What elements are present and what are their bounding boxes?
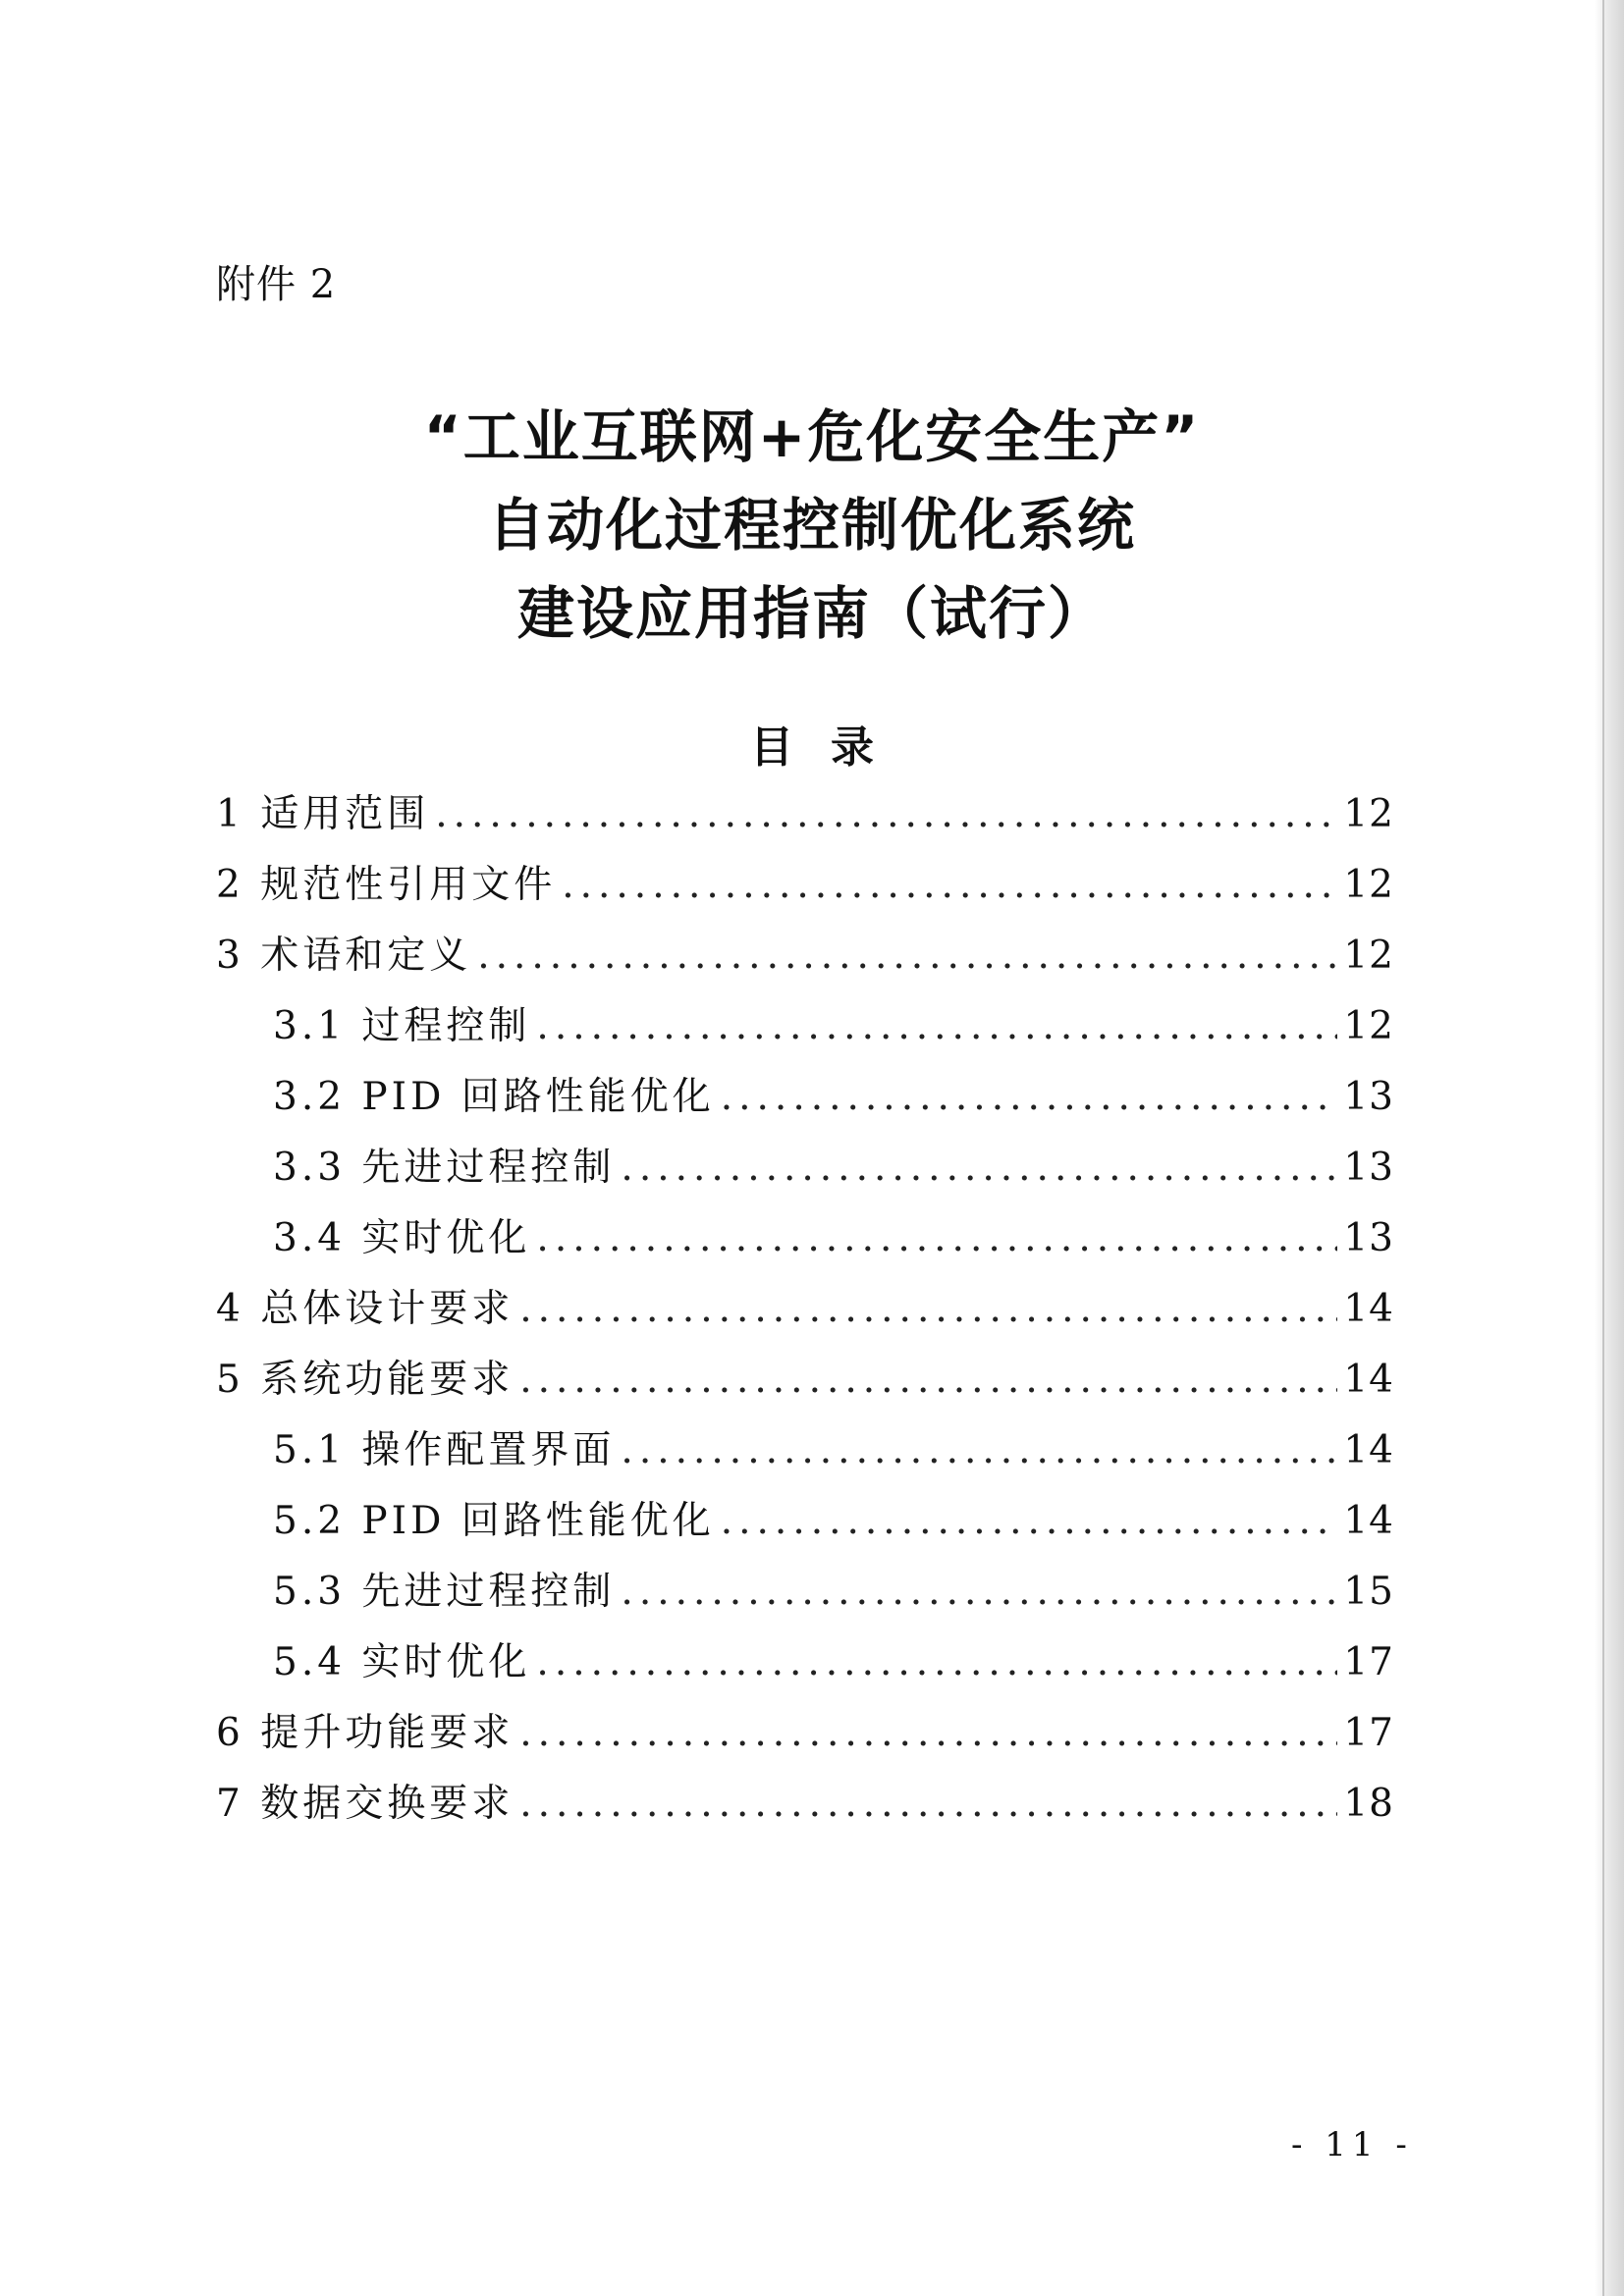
toc-dot-leader: [562, 863, 1337, 907]
scan-edge-line: [1602, 0, 1604, 2296]
document-title: [0, 393, 1624, 658]
toc-entry-5-1[interactable]: [216, 1419, 1394, 1490]
toc-entry-page: 12: [1343, 1004, 1394, 1048]
toc-entry-3-1[interactable]: [216, 995, 1394, 1066]
toc-dot-leader: [519, 1287, 1337, 1331]
toc-entry-page: 13: [1343, 1075, 1394, 1119]
toc-entry-label: 3.3 先进过程控制: [273, 1146, 616, 1190]
toc-entry-1[interactable]: [216, 783, 1394, 854]
toc-entry-3-3[interactable]: [216, 1137, 1394, 1207]
toc-dot-leader: [621, 1428, 1337, 1472]
toc-entry-label: 4 总体设计要求: [216, 1287, 514, 1331]
toc-entry-page: 17: [1343, 1711, 1394, 1755]
toc-entry-2[interactable]: [216, 854, 1394, 925]
toc-entry-page: 12: [1343, 792, 1394, 836]
table-of-contents: [216, 783, 1394, 1843]
toc-dot-leader: [435, 792, 1337, 836]
toc-entry-4[interactable]: [216, 1278, 1394, 1349]
toc-entry-label: 5.4 实时优化: [273, 1640, 531, 1684]
toc-entry-page: 13: [1343, 1146, 1394, 1190]
toc-dot-leader: [721, 1075, 1338, 1119]
toc-dot-leader: [519, 1711, 1337, 1755]
toc-entry-page: 14: [1343, 1287, 1394, 1331]
toc-entry-3-2[interactable]: [216, 1066, 1394, 1137]
attachment-label: 附件 2: [216, 262, 337, 307]
toc-entry-page: 17: [1343, 1640, 1394, 1684]
toc-entry-page: 14: [1343, 1499, 1394, 1543]
toc-dot-leader: [621, 1570, 1337, 1614]
toc-entry-label: 5 系统功能要求: [216, 1358, 514, 1402]
toc-entry-page: 15: [1343, 1570, 1394, 1614]
scan-edge-shadow: [1595, 0, 1624, 2296]
toc-entry-label: 3 术语和定义: [216, 934, 472, 978]
toc-entry-5-3[interactable]: [216, 1561, 1394, 1631]
toc-dot-leader: [519, 1782, 1337, 1826]
toc-entry-page: 18: [1343, 1782, 1394, 1826]
toc-dot-leader: [621, 1146, 1337, 1190]
toc-entry-label: 7 数据交换要求: [216, 1782, 514, 1826]
title-line-1: “工业互联网+危化安全生产”: [423, 403, 1201, 470]
toc-entry-page: 13: [1343, 1216, 1394, 1260]
toc-heading: 目录: [750, 722, 911, 773]
toc-entry-3-4[interactable]: [216, 1207, 1394, 1278]
toc-entry-label: 5.1 操作配置界面: [273, 1428, 616, 1472]
toc-entry-7[interactable]: [216, 1773, 1394, 1843]
toc-entry-label: 3.4 实时优化: [273, 1216, 531, 1260]
toc-entry-page: 12: [1343, 934, 1394, 978]
toc-entry-page: 14: [1343, 1358, 1394, 1402]
toc-entry-label: 5.3 先进过程控制: [273, 1570, 616, 1614]
toc-entry-page: 14: [1343, 1428, 1394, 1472]
toc-entry-6[interactable]: [216, 1702, 1394, 1773]
title-line-3: 建设应用指南（试行）: [516, 580, 1107, 647]
toc-dot-leader: [536, 1640, 1337, 1684]
toc-entry-label: 1 适用范围: [216, 792, 430, 836]
toc-entry-5[interactable]: [216, 1349, 1394, 1419]
toc-entry-label: 2 规范性引用文件: [216, 863, 557, 907]
toc-dot-leader: [477, 934, 1337, 978]
toc-entry-label: 3.1 过程控制: [273, 1004, 531, 1048]
toc-entry-page: 12: [1343, 863, 1394, 907]
toc-entry-5-2[interactable]: [216, 1490, 1394, 1561]
toc-entry-label: 6 提升功能要求: [216, 1711, 514, 1755]
toc-entry-3[interactable]: [216, 925, 1394, 995]
toc-entry-label: 3.2 PID 回路性能优化: [273, 1075, 715, 1119]
toc-dot-leader: [519, 1358, 1337, 1402]
toc-entry-label: 5.2 PID 回路性能优化: [273, 1499, 715, 1543]
toc-dot-leader: [536, 1216, 1337, 1260]
page-number: - 11 -: [1291, 2125, 1413, 2164]
toc-dot-leader: [721, 1499, 1338, 1543]
toc-entry-5-4[interactable]: [216, 1631, 1394, 1702]
title-line-2: 自动化过程控制优化系统: [487, 492, 1136, 559]
toc-dot-leader: [536, 1004, 1337, 1048]
